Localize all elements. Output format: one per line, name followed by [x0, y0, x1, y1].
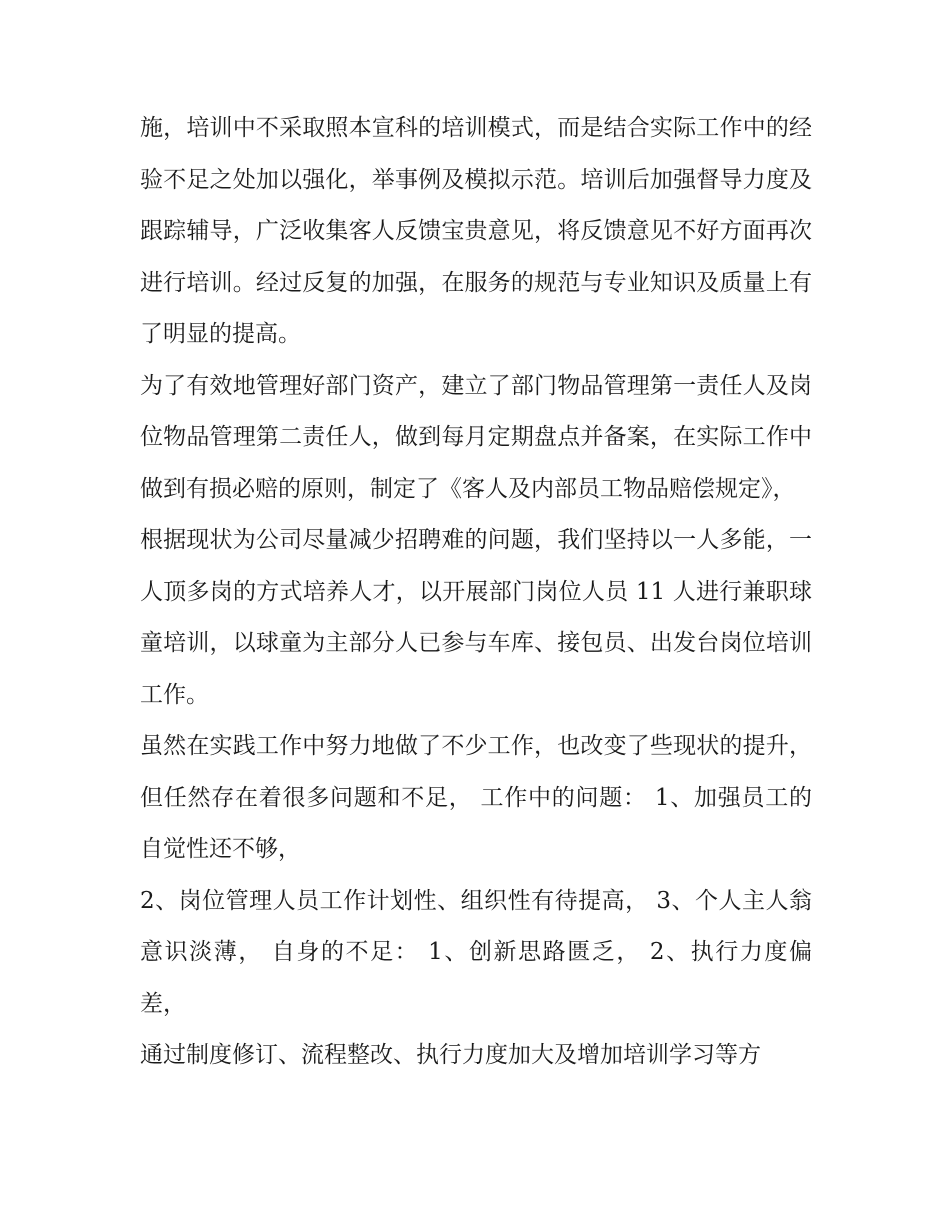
paragraph-asset-management: 为了有效地管理好部门资产，建立了部门物品管理第一责任人及岗位物品管理第二责任人，做到每月定期盘点并备案，在实际工作中做到有损必赔的原则，制定了《客人及内部员工物品赔偿规定》， — [140, 372, 812, 502]
paragraph-improvement: 通过制度修订、流程整改、执行力度加大及增加培训学习等方 — [140, 1042, 761, 1068]
paragraph-problems: 虽然在实践工作中努力地做了不少工作，也改变了些现状的提升，但任然存在着很多问题和不足， 工作中的问题： 1、加强员工的自觉性还不够， — [140, 733, 812, 862]
paragraph-recruitment: 根据现状为公司尽量减少招聘难的问题，我们坚持以一人多能，一人顶多岗的方式培养人才，以开展部门岗位人员 11 人进行兼职球童培训，以球童为主部分人已参与车库、接包员、出发台岗位培训工作。 — [140, 527, 812, 708]
paragraph-training: 施，培训中不采取照本宣科的培训模式，而是结合实际工作中的经验不足之处加以强化，举事例及模拟示范。培训后加强督导力度及跟踪辅导，广泛收集客人反馈宝贵意见，将反馈意见不好方面再次进行培训。经过反复的加强，在服务的规范与专业知识及质量上有了明显的提高。 — [140, 115, 812, 347]
paragraph-shortcomings: 2、岗位管理人员工作计划性、组织性有待提高， 3、个人主人翁意识淡薄， 自身的不足： 1、创新思路匮乏， 2、执行力度偏差， — [140, 887, 812, 1017]
document-body — [140, 103, 812, 1082]
